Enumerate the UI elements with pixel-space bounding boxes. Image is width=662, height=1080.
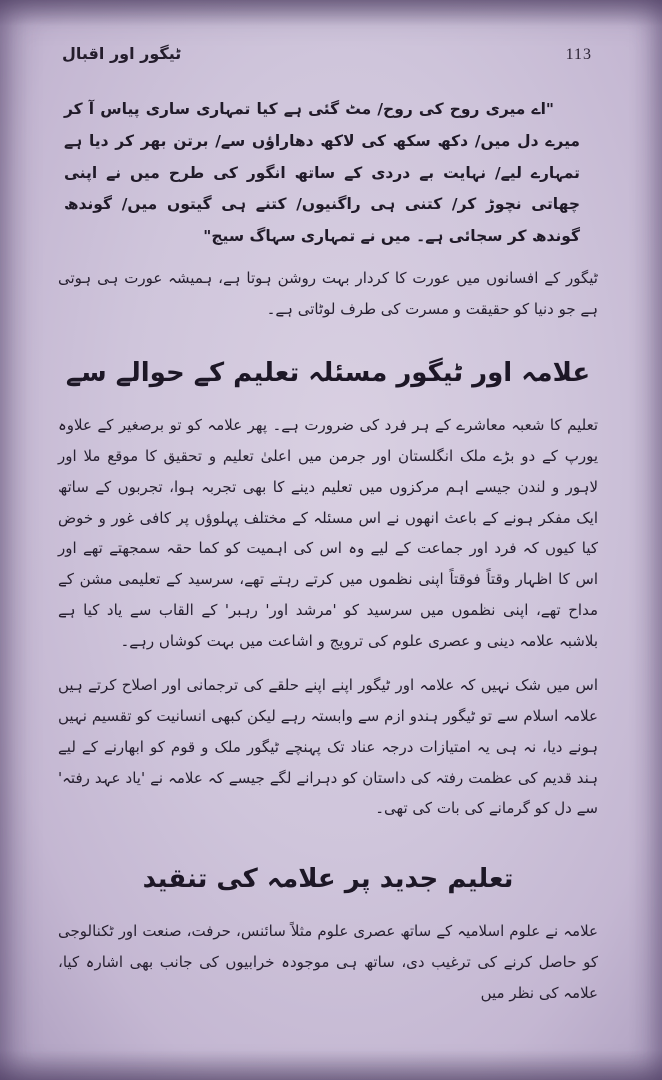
paragraph-critique: علامہ نے علوم اسلامیہ کے ساتھ عصری علوم مثلاً سائنس، حرفت، صنعت اور ٹکنالوجی کو حاصل کرنے کی ترغیب دی، ساتھ ہی موجودہ خرابیوں کی جانب بھی اشارہ کیا، علامہ کی نظر میں: [58, 922, 598, 1002]
poetry-quote: "اے میری روح کی روح/ مٹ گئی ہے کیا تمہاری ساری پیاس آ کر میرے دل میں/ دکھ سکھ کی لاکھ دھاراؤں سے/ برتن بھر کر دیا ہے تمہارے لیے/ نہایت بے دردی کے ساتھ انگور کی طرح میں نے اپنی چھاتی نچوڑ کر/ کتنی ہی راگنیوں/ کتنے ہی گیتوں میں/ گوندھ گوندھ کر سجائی ہے۔ میں نے تمہاری سہاگ سیج": [64, 100, 580, 246]
running-header-title: ٹیگور اور اقبال: [62, 44, 182, 63]
page-number: 113: [565, 46, 592, 63]
scan-edge-shadow-bottom: [0, 1050, 662, 1080]
paragraph-tagore-women: ٹیگور کے افسانوں میں عورت کا کردار بہت روشن ہوتا ہے، ہمیشہ عورت ہی ہوتی ہے جو دنیا کو حقیقت و مسرت کی طرف لوٹاتی ہے۔: [58, 268, 598, 318]
paragraph-education: تعلیم کا شعبہ معاشرے کے ہر فرد کی ضرورت ہے۔ پھر علامہ کو تو برصغیر کے علاوہ یورپ کے دو بڑے ملک انگلستان اور جرمن میں اعلیٰ تعلیم و تحقیق کا موقع ملا اور لاہور و لندن جیسے اہم مرکزوں میں تعلیم دینے کا بھی تجربہ ہوا، تجربوں کے ساتھ ایک مفکر ہونے کے باعث انھوں نے اس مسئلہ کے مختلف پہلوؤں پر کافی غور و خوض کیا کیوں کہ فرد اور جماعت کے لیے وہ اس کی اہمیت کو کما حقہ سمجھتے تھے اور اس کا اظہار وقتاً فوقتاً اپنی نظموں میں کرتے رہتے تھے، سرسید کے تعلیمی مشن کے مداح تھے، اپنی نظموں میں سرسید کو 'مرشد اور' رہبر' کے القاب سے یاد کیا ہے بلاشبہ علامہ دینی و عصری علوم کی ترویج و اشاعت میں بہت کوشاں رہے۔: [58, 416, 598, 650]
section-heading-taleem-jadid: تعلیم جدید پر علامہ کی تنقید: [142, 864, 514, 895]
page-header: [62, 44, 592, 64]
scan-edge-shadow-top: [0, 0, 662, 26]
page-content: [58, 88, 598, 1008]
paragraph-reform: اس میں شک نہیں کہ علامہ اور ٹیگور اپنے اپنے حلقے کی ترجمانی اور اصلاح کرتے ہیں علامہ اسلام سے تو ٹیگور ہندو ازم سے وابستہ رہے لیکن کبھی انسانیت کو تقسیم نہیں ہونے دیا، نہ ہی یہ امتیازات درجہ عناد تک پہنچے ٹیگور ملک و قوم کو ابھارنے کے لیے ہند قدیم کی عظمت رفتہ کی داستان کو دہرانے لگے جیسے کہ علامہ نے 'یاد عہد رفتہ' سے دل کو گرمانے کی بات کی تھی۔: [58, 676, 598, 818]
section-heading-allama-tagore: علامہ اور ٹیگور مسئلہ تعلیم کے حوالے سے: [65, 358, 591, 389]
